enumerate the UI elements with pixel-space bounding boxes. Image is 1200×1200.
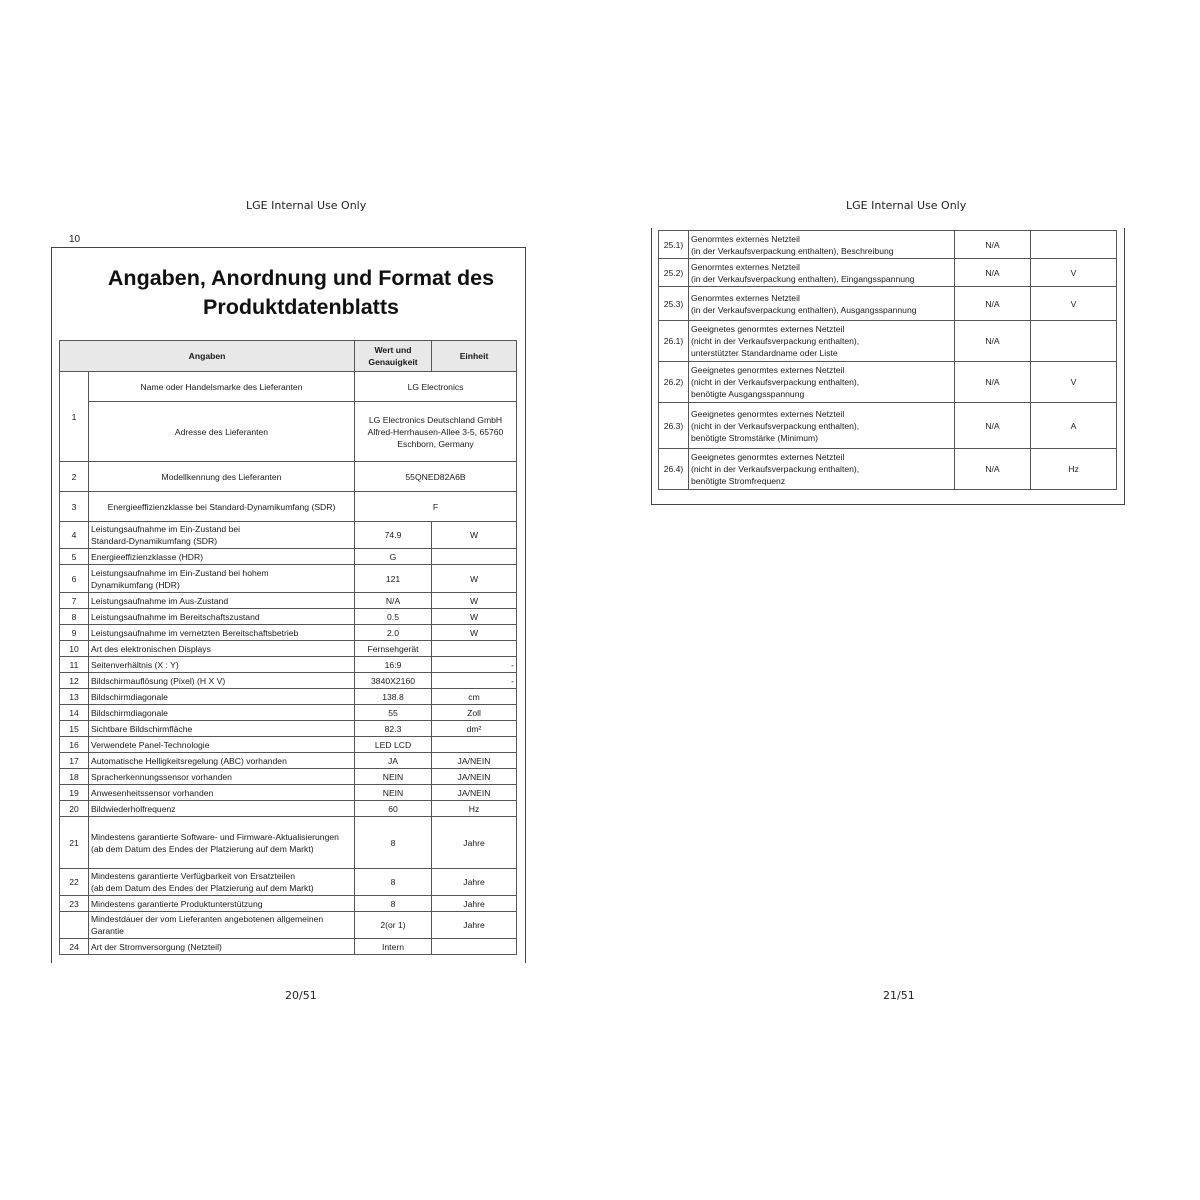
row-value: 60 bbox=[355, 801, 432, 817]
row-unit bbox=[432, 641, 517, 657]
table-row bbox=[60, 402, 517, 462]
row-value: 121 bbox=[355, 565, 432, 593]
label-line-3: unterstützter Standardname oder Liste bbox=[691, 348, 838, 358]
table-row bbox=[60, 565, 517, 593]
row-label: Art des elektronischen Displays bbox=[89, 641, 355, 657]
row-label: Bildschirmauflösung (Pixel) (H X V) bbox=[89, 673, 355, 689]
row-value: 138.8 bbox=[355, 689, 432, 705]
row-number: 10 bbox=[60, 641, 89, 657]
row-value: 55QNED82A6B bbox=[355, 462, 517, 492]
row-label: Modellkennung des Lieferanten bbox=[89, 462, 355, 492]
row-number: 14 bbox=[60, 705, 89, 721]
row-value bbox=[355, 402, 517, 462]
row-number: 12 bbox=[60, 673, 89, 689]
table-row bbox=[60, 492, 517, 522]
row-value: 3840X2160 bbox=[355, 673, 432, 689]
row-number: 15 bbox=[60, 721, 89, 737]
row-label bbox=[89, 912, 355, 939]
row-unit: W bbox=[432, 609, 517, 625]
label-line-1: Mindestdauer der vom Lieferanten angebotenen allgemeinen bbox=[91, 914, 324, 924]
row-value: F bbox=[355, 492, 517, 522]
row-label: Energieeffizienzklasse bei Standard-Dynamikumfang (SDR) bbox=[89, 492, 355, 522]
row-value: G bbox=[355, 549, 432, 565]
label-line-1: Genormtes externes Netzteil bbox=[691, 233, 800, 244]
row-number: 4 bbox=[60, 522, 89, 549]
label-line-2: (nicht in der Verkaufsverpackung enthalten), bbox=[691, 336, 860, 346]
row-label: Name oder Handelsmarke des Lieferanten bbox=[89, 372, 355, 402]
row-number: 8 bbox=[60, 609, 89, 625]
section-number: 10 bbox=[69, 234, 81, 245]
row-unit: W bbox=[432, 625, 517, 641]
row-label: Sichtbare Bildschirmfläche bbox=[89, 721, 355, 737]
row-unit: Jahre bbox=[432, 869, 517, 896]
row-unit: W bbox=[432, 522, 517, 549]
row-unit: V bbox=[1031, 362, 1117, 403]
row-unit: W bbox=[432, 593, 517, 609]
row-unit: dm² bbox=[432, 721, 517, 737]
row-unit: Hz bbox=[432, 801, 517, 817]
row-value: N/A bbox=[955, 321, 1031, 362]
row-value: 2(or 1) bbox=[355, 912, 432, 939]
row-number: 21 bbox=[60, 817, 89, 869]
row-value: NEIN bbox=[355, 769, 432, 785]
label-line-2: (ab dem Datum des Endes der Platzierung auf dem Markt) bbox=[91, 843, 314, 854]
row-label bbox=[689, 259, 955, 287]
row-number: 13 bbox=[60, 689, 89, 705]
row-value: LED LCD bbox=[355, 737, 432, 753]
address-line-3: Eschborn, Germany bbox=[397, 438, 474, 449]
label-line-3: benötigte Stromstärke (Minimum) bbox=[691, 432, 819, 443]
row-value: 2.0 bbox=[355, 625, 432, 641]
row-label bbox=[89, 565, 355, 593]
datasheet-table-continued bbox=[658, 230, 1117, 490]
row-unit: JA/NEIN bbox=[432, 753, 517, 769]
row-unit: cm bbox=[432, 689, 517, 705]
datasheet-title bbox=[51, 264, 551, 322]
label-line-2: (in der Verkaufsverpackung enthalten), Eingangsspannung bbox=[691, 273, 915, 284]
row-value: 16:9 bbox=[355, 657, 432, 673]
table-row bbox=[60, 549, 517, 565]
page-header-right: LGE Internal Use Only bbox=[846, 199, 967, 212]
row-label: Leistungsaufnahme im Aus-Zustand bbox=[89, 593, 355, 609]
row-label: Spracherkennungssensor vorhanden bbox=[89, 769, 355, 785]
label-line-2: (nicht in der Verkaufsverpackung enthalten), bbox=[691, 420, 860, 431]
label-line-2: Standard-Dynamikumfang (SDR) bbox=[91, 536, 218, 546]
label-line-2: (in der Verkaufsverpackung enthalten), Ausgangsspannung bbox=[691, 304, 917, 315]
row-number: 9 bbox=[60, 625, 89, 641]
row-value: 8 bbox=[355, 896, 432, 912]
row-number: 7 bbox=[60, 593, 89, 609]
row-number: 25.1) bbox=[659, 231, 689, 259]
row-number: 22 bbox=[60, 869, 89, 896]
table-row bbox=[60, 869, 517, 896]
row-unit: A bbox=[1031, 403, 1117, 449]
table-row bbox=[60, 801, 517, 817]
label-line-1: Mindestens garantierte Software- und Firmware-Aktualisierungen bbox=[91, 831, 339, 842]
table-row bbox=[659, 287, 1117, 321]
col-header-einheit: Einheit bbox=[432, 341, 517, 372]
table-row bbox=[659, 321, 1117, 362]
row-unit: Jahre bbox=[432, 817, 517, 869]
row-number: 26.2) bbox=[659, 362, 689, 403]
label-line-1: Geeignetes genormtes externes Netzteil bbox=[691, 452, 845, 462]
page-number-left: 20/51 bbox=[285, 989, 317, 1002]
row-label bbox=[89, 522, 355, 549]
row-number: 6 bbox=[60, 565, 89, 593]
row-number: 26.4) bbox=[659, 449, 689, 490]
row-label bbox=[689, 362, 955, 403]
row-label: Bildwiederholfrequenz bbox=[89, 801, 355, 817]
row-label: Anwesenheitssensor vorhanden bbox=[89, 785, 355, 801]
row-unit: JA/NEIN bbox=[432, 769, 517, 785]
row-value: N/A bbox=[955, 259, 1031, 287]
page-header-left: LGE Internal Use Only bbox=[246, 199, 367, 212]
row-label: Mindestens garantierte Produktunterstützung bbox=[89, 896, 355, 912]
row-value: N/A bbox=[955, 403, 1031, 449]
datasheet-table bbox=[59, 340, 517, 955]
row-label: Energieeffizienzklasse (HDR) bbox=[89, 549, 355, 565]
table-row bbox=[60, 721, 517, 737]
row-value: LG Electronics bbox=[355, 372, 517, 402]
table-row bbox=[60, 737, 517, 753]
row-unit: V bbox=[1031, 259, 1117, 287]
label-line-1: Geeignetes genormtes externes Netzteil bbox=[691, 324, 845, 334]
row-unit bbox=[1031, 231, 1117, 259]
table-row bbox=[60, 372, 517, 402]
label-line-2: (ab dem Datum des Endes der Platzierung auf dem Markt) bbox=[91, 883, 314, 893]
row-value: JA bbox=[355, 753, 432, 769]
row-unit: Jahre bbox=[432, 896, 517, 912]
table-row bbox=[60, 593, 517, 609]
row-value: NEIN bbox=[355, 785, 432, 801]
table-row bbox=[659, 403, 1117, 449]
row-unit: W bbox=[432, 565, 517, 593]
label-line-2: (nicht in der Verkaufsverpackung enthalten), bbox=[691, 377, 860, 387]
table-row bbox=[60, 753, 517, 769]
row-value: N/A bbox=[355, 593, 432, 609]
row-number: 25.2) bbox=[659, 259, 689, 287]
label-line-1: Genormtes externes Netzteil bbox=[691, 292, 800, 303]
row-label: Art der Stromversorgung (Netzteil) bbox=[89, 939, 355, 955]
table-row bbox=[60, 912, 517, 939]
row-label: Automatische Helligkeitsregelung (ABC) vorhanden bbox=[89, 753, 355, 769]
row-unit: Zoll bbox=[432, 705, 517, 721]
table-row bbox=[60, 657, 517, 673]
row-unit: Hz bbox=[1031, 449, 1117, 490]
title-line-2: Produktdatenblatts bbox=[203, 295, 399, 319]
row-value: N/A bbox=[955, 449, 1031, 490]
page-number-right: 21/51 bbox=[883, 989, 915, 1002]
row-label bbox=[89, 869, 355, 896]
table-row bbox=[659, 231, 1117, 259]
label-line-3: benötigte Stromfrequenz bbox=[691, 476, 786, 486]
row-number: 26.1) bbox=[659, 321, 689, 362]
row-value: N/A bbox=[955, 287, 1031, 321]
row-unit bbox=[432, 737, 517, 753]
table-row bbox=[60, 689, 517, 705]
label-line-2: Dynamikumfang (HDR) bbox=[91, 579, 180, 590]
table-row bbox=[60, 522, 517, 549]
row-value: Intern bbox=[355, 939, 432, 955]
row-value: N/A bbox=[955, 231, 1031, 259]
row-number: 2 bbox=[60, 462, 89, 492]
label-line-1: Leistungsaufnahme im Ein-Zustand bei hohem bbox=[91, 567, 269, 578]
title-line-1: Angaben, Anordnung und Format des bbox=[107, 266, 495, 290]
row-number: 26.3) bbox=[659, 403, 689, 449]
table-row bbox=[60, 462, 517, 492]
row-value: 8 bbox=[355, 869, 432, 896]
label-line-2: Garantie bbox=[91, 926, 124, 936]
row-unit: - bbox=[432, 657, 517, 673]
row-unit bbox=[432, 549, 517, 565]
row-label: Leistungsaufnahme im vernetzten Bereitschaftsbetrieb bbox=[89, 625, 355, 641]
table-row bbox=[60, 673, 517, 689]
row-number: 25.3) bbox=[659, 287, 689, 321]
col-header-angaben: Angaben bbox=[60, 341, 355, 372]
row-value: 55 bbox=[355, 705, 432, 721]
row-number: 20 bbox=[60, 801, 89, 817]
row-label: Adresse des Lieferanten bbox=[89, 402, 355, 462]
row-unit bbox=[432, 939, 517, 955]
row-number bbox=[60, 912, 89, 939]
label-line-1: Leistungsaufnahme im Ein-Zustand bei bbox=[91, 524, 241, 534]
row-label: Leistungsaufnahme im Bereitschaftszustand bbox=[89, 609, 355, 625]
row-unit: JA/NEIN bbox=[432, 785, 517, 801]
row-number: 1 bbox=[60, 372, 89, 462]
table-row bbox=[60, 641, 517, 657]
row-number: 5 bbox=[60, 549, 89, 565]
table-row bbox=[659, 259, 1117, 287]
row-label bbox=[89, 817, 355, 869]
table-row bbox=[60, 705, 517, 721]
label-line-1: Geeignetes genormtes externes Netzteil bbox=[691, 408, 845, 419]
row-label bbox=[689, 287, 955, 321]
row-unit bbox=[1031, 321, 1117, 362]
row-unit: - bbox=[432, 673, 517, 689]
row-value: 0.5 bbox=[355, 609, 432, 625]
row-label: Verwendete Panel-Technologie bbox=[89, 737, 355, 753]
col-header-wert: Wert und Genauigkeit bbox=[355, 341, 432, 372]
row-value: Fernsehgerät bbox=[355, 641, 432, 657]
row-label: Seitenverhältnis (X : Y) bbox=[89, 657, 355, 673]
row-unit: V bbox=[1031, 287, 1117, 321]
label-line-1: Mindestens garantierte Verfügbarkeit von Ersatzteilen bbox=[91, 871, 295, 881]
label-line-2: (nicht in der Verkaufsverpackung enthalten), bbox=[691, 464, 860, 474]
row-label bbox=[689, 449, 955, 490]
label-line-3: benötigte Ausgangsspannung bbox=[691, 389, 805, 399]
label-line-1: Genormtes externes Netzteil bbox=[691, 261, 800, 272]
table-row bbox=[60, 625, 517, 641]
row-label: Bildschirmdiagonale bbox=[89, 689, 355, 705]
table-row bbox=[60, 785, 517, 801]
address-line-1: LG Electronics Deutschland GmbH bbox=[368, 414, 503, 425]
row-label: Bildschirmdiagonale bbox=[89, 705, 355, 721]
address-line-2: Alfred-Herrhausen-Allee 3-5, 65760 bbox=[367, 426, 504, 437]
table-row bbox=[659, 449, 1117, 490]
row-number: 3 bbox=[60, 492, 89, 522]
row-number: 18 bbox=[60, 769, 89, 785]
table-row bbox=[659, 362, 1117, 403]
row-number: 16 bbox=[60, 737, 89, 753]
row-number: 24 bbox=[60, 939, 89, 955]
row-unit: Jahre bbox=[432, 912, 517, 939]
row-value: 74.9 bbox=[355, 522, 432, 549]
row-number: 23 bbox=[60, 896, 89, 912]
table-row bbox=[60, 896, 517, 912]
table-row bbox=[60, 769, 517, 785]
row-number: 17 bbox=[60, 753, 89, 769]
row-label bbox=[689, 231, 955, 259]
row-value: 8 bbox=[355, 817, 432, 869]
row-value: N/A bbox=[955, 362, 1031, 403]
table-row bbox=[60, 817, 517, 869]
label-line-1: Geeignetes genormtes externes Netzteil bbox=[691, 365, 845, 375]
table-row bbox=[60, 609, 517, 625]
row-value: 82.3 bbox=[355, 721, 432, 737]
table-row bbox=[60, 939, 517, 955]
row-number: 11 bbox=[60, 657, 89, 673]
label-line-2: (in der Verkaufsverpackung enthalten), Beschreibung bbox=[691, 245, 894, 256]
row-label bbox=[689, 321, 955, 362]
row-label bbox=[689, 403, 955, 449]
row-number: 19 bbox=[60, 785, 89, 801]
